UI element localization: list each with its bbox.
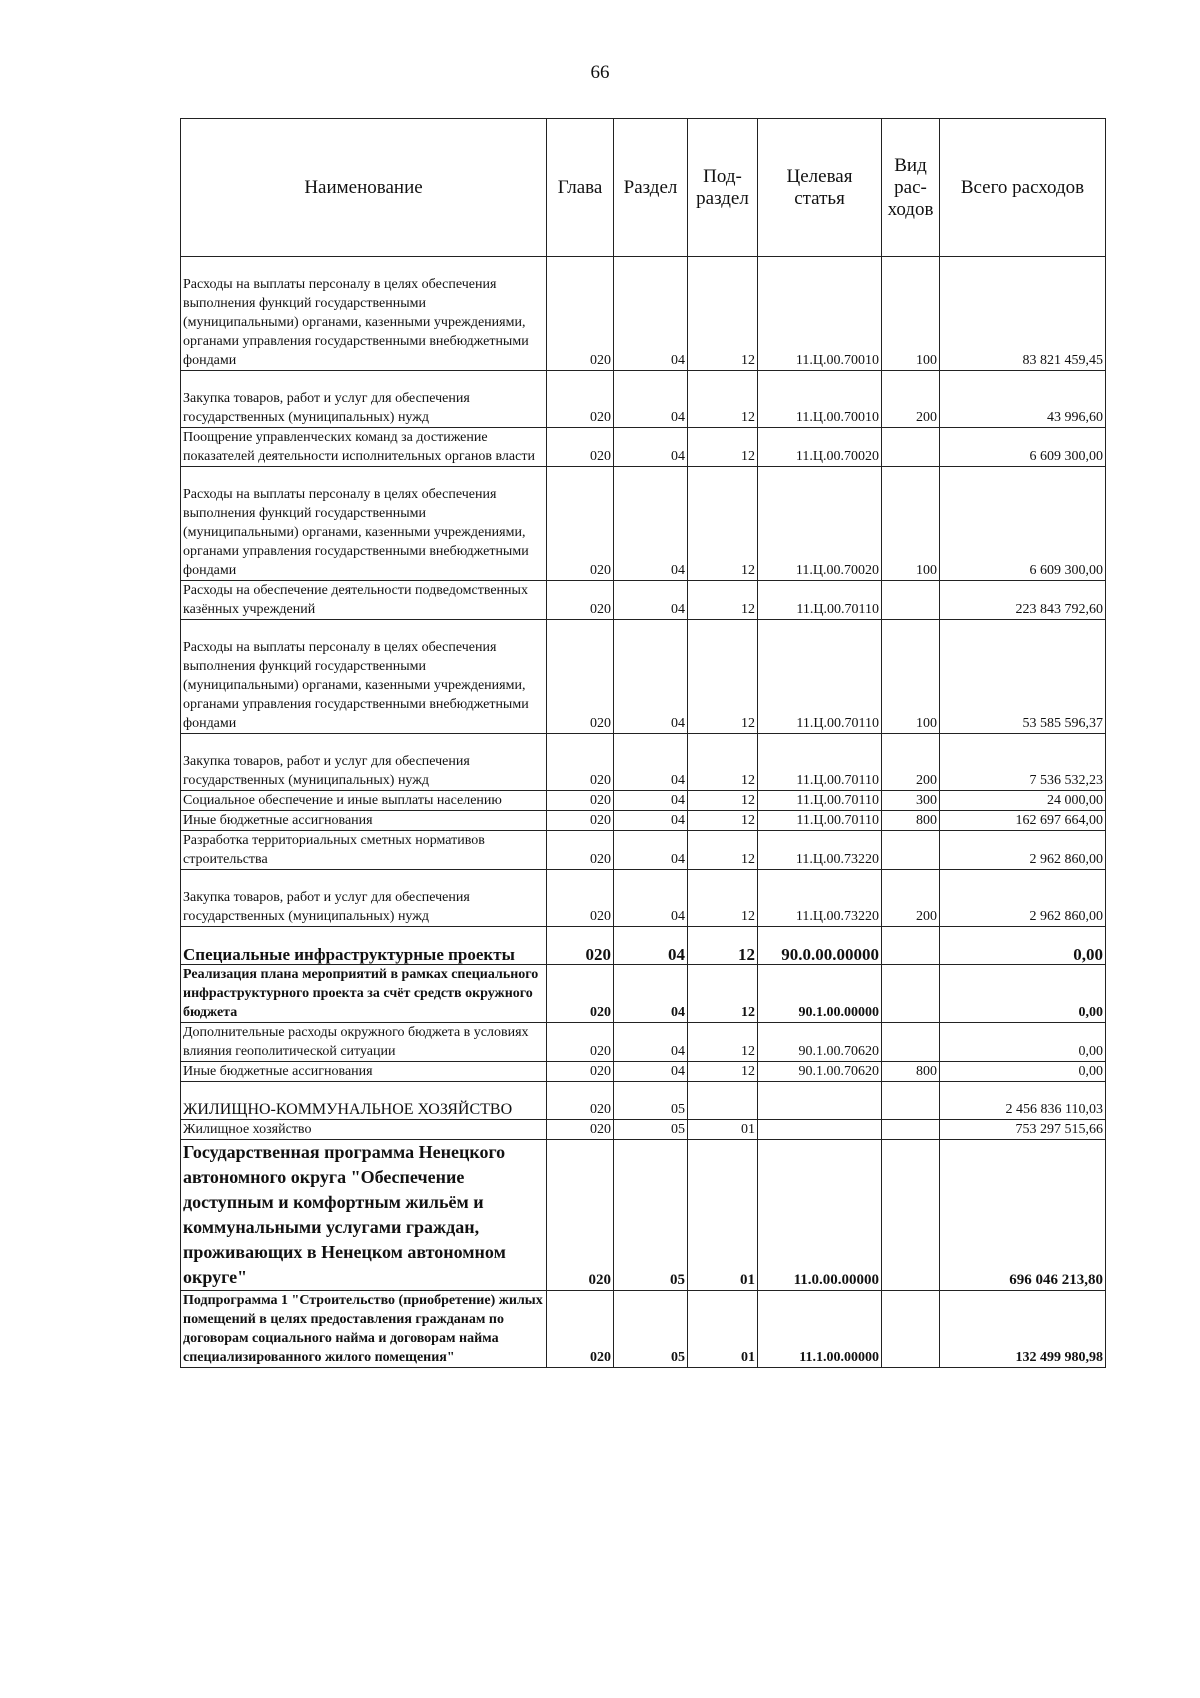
row-total: 0,00: [940, 1062, 1106, 1082]
row-razdel: 04: [614, 581, 688, 620]
row-vid: 100: [882, 257, 940, 371]
row-glava: 020: [547, 791, 614, 811]
row-glava: 020: [547, 811, 614, 831]
row-vid: 800: [882, 811, 940, 831]
table-row: [181, 791, 1106, 811]
row-name: Реализация плана мероприятий в рамках специального инфраструктурного проекта за счёт средств окружного бюджета: [181, 965, 547, 1023]
row-name: Иные бюджетные ассигнования: [181, 811, 547, 831]
row-celevaya: 90.1.00.00000: [758, 965, 882, 1023]
row-vid: [882, 927, 940, 965]
row-vid: [882, 1140, 940, 1291]
row-glava: 020: [547, 428, 614, 467]
row-glava: 020: [547, 1062, 614, 1082]
row-razdel: 05: [614, 1291, 688, 1368]
row-razdel: 04: [614, 620, 688, 734]
row-total: 132 499 980,98: [940, 1291, 1106, 1368]
row-total: 6 609 300,00: [940, 428, 1106, 467]
row-podrazdel: 01: [688, 1120, 758, 1140]
row-celevaya: 11.Ц.00.70110: [758, 734, 882, 791]
row-vid: 200: [882, 870, 940, 927]
row-total: 24 000,00: [940, 791, 1106, 811]
row-razdel: 04: [614, 467, 688, 581]
row-total: 696 046 213,80: [940, 1140, 1106, 1291]
row-razdel: 04: [614, 257, 688, 371]
header-celevaya: Целевая статья: [758, 119, 882, 257]
row-glava: 020: [547, 1023, 614, 1062]
row-name: Закупка товаров, работ и услуг для обеспечения государственных (муниципальных) нужд: [181, 734, 547, 791]
row-podrazdel: 12: [688, 581, 758, 620]
row-celevaya: 11.Ц.00.73220: [758, 831, 882, 870]
row-podrazdel: 01: [688, 1291, 758, 1368]
table-row: [181, 1291, 1106, 1368]
table-row: [181, 1023, 1106, 1062]
row-podrazdel: 12: [688, 467, 758, 581]
row-vid: 200: [882, 371, 940, 428]
row-total: 83 821 459,45: [940, 257, 1106, 371]
row-total: 2 456 836 110,03: [940, 1082, 1106, 1120]
table-row: [181, 1082, 1106, 1120]
row-podrazdel: 12: [688, 371, 758, 428]
table-row: [181, 1062, 1106, 1082]
row-podrazdel: 12: [688, 870, 758, 927]
row-total: 2 962 860,00: [940, 870, 1106, 927]
row-razdel: 04: [614, 1062, 688, 1082]
row-name: Расходы на выплаты персоналу в целях обеспечения выполнения функций государственными (муниципальными) органами, казенными учреждениями, органами управления государственными внебюджетными фондами: [181, 257, 547, 371]
header-glava: Глава: [547, 119, 614, 257]
row-glava: 020: [547, 371, 614, 428]
row-name: Разработка территориальных сметных нормативов строительства: [181, 831, 547, 870]
row-glava: 020: [547, 965, 614, 1023]
row-glava: 020: [547, 467, 614, 581]
table-row: [181, 1140, 1106, 1291]
page-number: 66: [590, 62, 610, 83]
row-name: Иные бюджетные ассигнования: [181, 1062, 547, 1082]
row-razdel: 04: [614, 831, 688, 870]
table-row: [181, 927, 1106, 965]
row-razdel: 04: [614, 428, 688, 467]
header-name: Наименование: [181, 119, 547, 257]
header-podrazdel: Под-раздел: [688, 119, 758, 257]
row-total: 0,00: [940, 927, 1106, 965]
row-total: 2 962 860,00: [940, 831, 1106, 870]
row-name: Государственная программа Ненецкого автономного округа "Обеспечение доступным и комфортным жильём и коммунальными услугами граждан, проживающих в Ненецком автономном округе": [181, 1140, 547, 1291]
row-vid: [882, 428, 940, 467]
row-razdel: 04: [614, 791, 688, 811]
row-vid: 300: [882, 791, 940, 811]
row-total: 753 297 515,66: [940, 1120, 1106, 1140]
row-vid: [882, 1120, 940, 1140]
row-celevaya: 11.Ц.00.70010: [758, 257, 882, 371]
table-row: [181, 965, 1106, 1023]
row-total: 0,00: [940, 965, 1106, 1023]
table-row: [181, 831, 1106, 870]
row-name: ЖИЛИЩНО-КОММУНАЛЬНОЕ ХОЗЯЙСТВО: [181, 1082, 547, 1120]
table-row: [181, 870, 1106, 927]
row-podrazdel: 12: [688, 965, 758, 1023]
row-razdel: 04: [614, 371, 688, 428]
row-total: 162 697 664,00: [940, 811, 1106, 831]
budget-table: [180, 118, 1106, 1368]
row-name: Закупка товаров, работ и услуг для обеспечения государственных (муниципальных) нужд: [181, 371, 547, 428]
row-razdel: 04: [614, 870, 688, 927]
row-vid: 800: [882, 1062, 940, 1082]
row-vid: [882, 831, 940, 870]
row-razdel: 04: [614, 1023, 688, 1062]
row-celevaya: 11.0.00.00000: [758, 1140, 882, 1291]
table-row: [181, 1120, 1106, 1140]
row-podrazdel: 12: [688, 811, 758, 831]
row-name: Жилищное хозяйство: [181, 1120, 547, 1140]
row-celevaya: 11.Ц.00.70020: [758, 467, 882, 581]
row-name: Поощрение управленческих команд за достижение показателей деятельности исполнительных органов власти: [181, 428, 547, 467]
row-celevaya: 90.0.00.00000: [758, 927, 882, 965]
table-header-row: [181, 119, 1106, 257]
row-celevaya: [758, 1120, 882, 1140]
row-total: 0,00: [940, 1023, 1106, 1062]
row-glava: 020: [547, 927, 614, 965]
table-row: [181, 428, 1106, 467]
row-glava: 020: [547, 831, 614, 870]
row-podrazdel: 12: [688, 257, 758, 371]
row-vid: 100: [882, 620, 940, 734]
row-name: Расходы на выплаты персоналу в целях обеспечения выполнения функций государственными (муниципальными) органами, казенными учреждениями, органами управления государственными внебюджетными фондами: [181, 620, 547, 734]
table-row: [181, 257, 1106, 371]
row-vid: 100: [882, 467, 940, 581]
row-podrazdel: 12: [688, 428, 758, 467]
row-celevaya: 11.1.00.00000: [758, 1291, 882, 1368]
row-vid: [882, 581, 940, 620]
header-razdel: Раздел: [614, 119, 688, 257]
table-row: [181, 620, 1106, 734]
row-podrazdel: 12: [688, 831, 758, 870]
row-name: Расходы на обеспечение деятельности подведомственных казённых учреждений: [181, 581, 547, 620]
row-glava: 020: [547, 257, 614, 371]
row-razdel: 04: [614, 811, 688, 831]
row-glava: 020: [547, 620, 614, 734]
row-razdel: 05: [614, 1082, 688, 1120]
row-vid: [882, 1082, 940, 1120]
row-celevaya: 11.Ц.00.70110: [758, 620, 882, 734]
row-celevaya: 11.Ц.00.73220: [758, 870, 882, 927]
row-celevaya: [758, 1082, 882, 1120]
row-name: Подпрограмма 1 "Строительство (приобретение) жилых помещений в целях предоставления гражданам по договорам социального найма и договорам найма специализированного жилого помещения": [181, 1291, 547, 1368]
row-podrazdel: 01: [688, 1140, 758, 1291]
row-glava: 020: [547, 734, 614, 791]
row-celevaya: 11.Ц.00.70110: [758, 791, 882, 811]
row-total: 53 585 596,37: [940, 620, 1106, 734]
row-glava: 020: [547, 1082, 614, 1120]
row-name: Закупка товаров, работ и услуг для обеспечения государственных (муниципальных) нужд: [181, 870, 547, 927]
row-vid: [882, 1291, 940, 1368]
row-celevaya: 11.Ц.00.70110: [758, 581, 882, 620]
row-vid: [882, 1023, 940, 1062]
row-podrazdel: 12: [688, 1062, 758, 1082]
row-podrazdel: 12: [688, 620, 758, 734]
row-glava: 020: [547, 1120, 614, 1140]
row-razdel: 04: [614, 927, 688, 965]
row-celevaya: 90.1.00.70620: [758, 1023, 882, 1062]
row-total: 7 536 532,23: [940, 734, 1106, 791]
row-podrazdel: [688, 1082, 758, 1120]
row-name: Специальные инфраструктурные проекты: [181, 927, 547, 965]
row-name: Дополнительные расходы окружного бюджета в условиях влияния геополитической ситуации: [181, 1023, 547, 1062]
row-celevaya: 11.Ц.00.70020: [758, 428, 882, 467]
row-celevaya: 11.Ц.00.70010: [758, 371, 882, 428]
row-vid: 200: [882, 734, 940, 791]
table-row: [181, 371, 1106, 428]
header-vid: Вид рас-ходов: [882, 119, 940, 257]
row-total: 43 996,60: [940, 371, 1106, 428]
row-name: Социальное обеспечение и иные выплаты населению: [181, 791, 547, 811]
header-total: Всего расходов: [940, 119, 1106, 257]
row-razdel: 04: [614, 734, 688, 791]
row-glava: 020: [547, 870, 614, 927]
row-razdel: 05: [614, 1140, 688, 1291]
row-total: 6 609 300,00: [940, 467, 1106, 581]
table-row: [181, 581, 1106, 620]
table-row: [181, 734, 1106, 791]
row-glava: 020: [547, 581, 614, 620]
row-vid: [882, 965, 940, 1023]
row-total: 223 843 792,60: [940, 581, 1106, 620]
row-podrazdel: 12: [688, 1023, 758, 1062]
row-razdel: 04: [614, 965, 688, 1023]
row-podrazdel: 12: [688, 791, 758, 811]
row-celevaya: 11.Ц.00.70110: [758, 811, 882, 831]
table-row: [181, 811, 1106, 831]
row-podrazdel: 12: [688, 734, 758, 791]
row-glava: 020: [547, 1291, 614, 1368]
row-podrazdel: 12: [688, 927, 758, 965]
row-glava: 020: [547, 1140, 614, 1291]
row-razdel: 05: [614, 1120, 688, 1140]
row-celevaya: 90.1.00.70620: [758, 1062, 882, 1082]
row-name: Расходы на выплаты персоналу в целях обеспечения выполнения функций государственными (муниципальными) органами, казенными учреждениями, органами управления государственными внебюджетными фондами: [181, 467, 547, 581]
table-row: [181, 467, 1106, 581]
